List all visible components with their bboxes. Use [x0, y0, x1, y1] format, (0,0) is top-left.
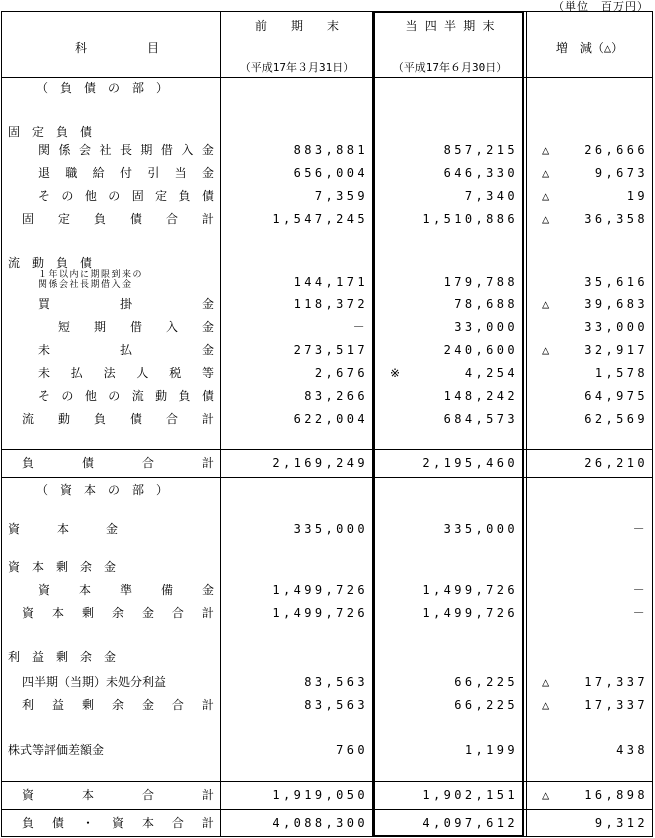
current-value: 684,573 [443, 412, 518, 426]
row-label-line2: 関係会社長期借入金 [38, 280, 133, 290]
negative-marker: △ [542, 166, 550, 180]
negative-marker: △ [542, 675, 550, 689]
row-label: そ の 他 の 流 動 負 債 [38, 389, 214, 403]
row-label: （ 資 本 の 部 ） [36, 483, 169, 497]
row-label: 資 本 剰 余 金 [8, 560, 117, 574]
current-value: 1,199 [464, 743, 518, 757]
row-label: 未 払 法 人 税 等 [38, 366, 214, 380]
prev-value: 83,563 [304, 698, 368, 712]
difference-value: 9,312 [594, 816, 648, 830]
row-label: 退 職 給 付 引 当 金 [38, 166, 214, 180]
difference-value: 16,898 [584, 788, 648, 802]
prev-value: 1,547,245 [272, 212, 368, 226]
prev-value: 1,919,050 [272, 788, 368, 802]
current-value: 33,000 [454, 320, 518, 334]
balance-sheet-table [1, 11, 653, 837]
prev-value: 2,676 [314, 366, 368, 380]
current-value: 7,340 [464, 189, 518, 203]
header-separator [2, 77, 652, 78]
negative-marker: △ [542, 212, 550, 226]
difference-value: 1,578 [594, 366, 648, 380]
row-label: 四半期（当期）未処分利益 [22, 675, 167, 689]
current-value: 78,688 [454, 297, 518, 311]
prev-value: － [352, 320, 368, 334]
row-label: 流 動 負 債 合 計 [22, 412, 214, 426]
difference-value: － [632, 606, 648, 620]
row-label: 短 期 借 入 金 [58, 320, 214, 334]
unit-note: （単位 百万円） [553, 0, 649, 13]
current-value: 66,225 [454, 675, 518, 689]
prev-value: 4,088,300 [272, 816, 368, 830]
difference-value: 17,337 [584, 675, 648, 689]
prev-value: 7,359 [314, 189, 368, 203]
col-divider [220, 12, 221, 836]
row-label: 資 本 金 [8, 522, 118, 536]
current-value: 1,902,151 [422, 788, 518, 802]
prev-value: 656,004 [293, 166, 368, 180]
current-value: 4,254 [464, 366, 518, 380]
current-value: 240,600 [443, 343, 518, 357]
current-value: 1,510,886 [422, 212, 518, 226]
difference-value: － [632, 522, 648, 536]
current-value: 1,499,726 [422, 606, 518, 620]
negative-marker: △ [542, 143, 550, 157]
negative-marker: △ [542, 343, 550, 357]
prev-value: 1,499,726 [272, 606, 368, 620]
prev-value: 760 [336, 743, 368, 757]
row-label: 資 本 合 計 [22, 788, 214, 802]
prev-value: 883,881 [293, 143, 368, 157]
current-value: 335,000 [443, 522, 518, 536]
difference-value: 9,673 [594, 166, 648, 180]
row-label: 株式等評価差額金 [8, 743, 105, 757]
prev-period-date: （平成17年３月31日） [239, 61, 355, 74]
prev-value: 144,171 [293, 275, 368, 289]
col-divider [374, 12, 375, 836]
row-separator [2, 781, 652, 782]
difference-value: 36,358 [584, 212, 648, 226]
negative-marker: △ [542, 297, 550, 311]
difference-value: 64,975 [584, 389, 648, 403]
current-value: 646,330 [443, 166, 518, 180]
prev-value: 622,004 [293, 412, 368, 426]
row-label: 利 益 剰 余 金 合 計 [22, 698, 214, 712]
row-label: 未 払 金 [38, 343, 214, 357]
row-label: （ 負 債 の 部 ） [36, 81, 169, 95]
row-label: 固 定 負 債 [8, 125, 93, 139]
prev-value: 118,372 [293, 297, 368, 311]
difference-header: 増 減（△） [555, 41, 624, 55]
col-divider [526, 12, 527, 836]
difference-value: 32,917 [584, 343, 648, 357]
prev-period-header: 前 期 末 [254, 19, 339, 33]
row-label: 固 定 負 債 合 計 [22, 212, 214, 226]
subject-header: 科 目 [74, 41, 159, 55]
negative-marker: △ [542, 189, 550, 203]
row-label: そ の 他 の 固 定 負 債 [38, 189, 214, 203]
row-label: 買 掛 金 [38, 297, 214, 311]
current-quarter-header: 当 四 半 期 末 [405, 19, 495, 33]
current-value: 857,215 [443, 143, 518, 157]
current-quarter-date: （平成17年６月30日） [392, 61, 508, 74]
current-value: 66,225 [454, 698, 518, 712]
current-value: 1,499,726 [422, 583, 518, 597]
row-separator [2, 449, 652, 450]
prev-value: 1,499,726 [272, 583, 368, 597]
prev-value: 335,000 [293, 522, 368, 536]
prev-value: 83,563 [304, 675, 368, 689]
difference-value: 438 [616, 743, 648, 757]
prev-value: 83,266 [304, 389, 368, 403]
row-label: 資 本 準 備 金 [38, 583, 214, 597]
negative-marker: △ [542, 698, 550, 712]
current-value: 179,788 [443, 275, 518, 289]
difference-value: 39,683 [584, 297, 648, 311]
row-separator [2, 809, 652, 810]
current-value: 148,242 [443, 389, 518, 403]
footnote-mark: ※ [390, 366, 401, 380]
prev-value: 2,169,249 [272, 456, 368, 470]
difference-value: 17,337 [584, 698, 648, 712]
row-label: 利 益 剰 余 金 [8, 650, 117, 664]
difference-value: 19 [626, 189, 648, 203]
row-label: 流 動 負 債 [8, 256, 93, 270]
row-label: 資 本 剰 余 金 合 計 [22, 606, 214, 620]
row-label-line1: １年以内に期限到来の [38, 270, 144, 280]
difference-value: 26,210 [584, 456, 648, 470]
negative-marker: △ [542, 788, 550, 802]
difference-value: 35,616 [584, 275, 648, 289]
difference-value: 33,000 [584, 320, 648, 334]
current-value: 2,195,460 [422, 456, 518, 470]
difference-value: 26,666 [584, 143, 648, 157]
row-label: 関 係 会 社 長 期 借 入 金 [38, 143, 214, 157]
row-label: 負 債 ・ 資 本 合 計 [22, 816, 214, 830]
row-separator [2, 477, 652, 478]
difference-value: 62,569 [584, 412, 648, 426]
current-value: 4,097,612 [422, 816, 518, 830]
prev-value: 273,517 [293, 343, 368, 357]
row-label: 負 債 合 計 [22, 456, 214, 470]
difference-value: － [632, 583, 648, 597]
